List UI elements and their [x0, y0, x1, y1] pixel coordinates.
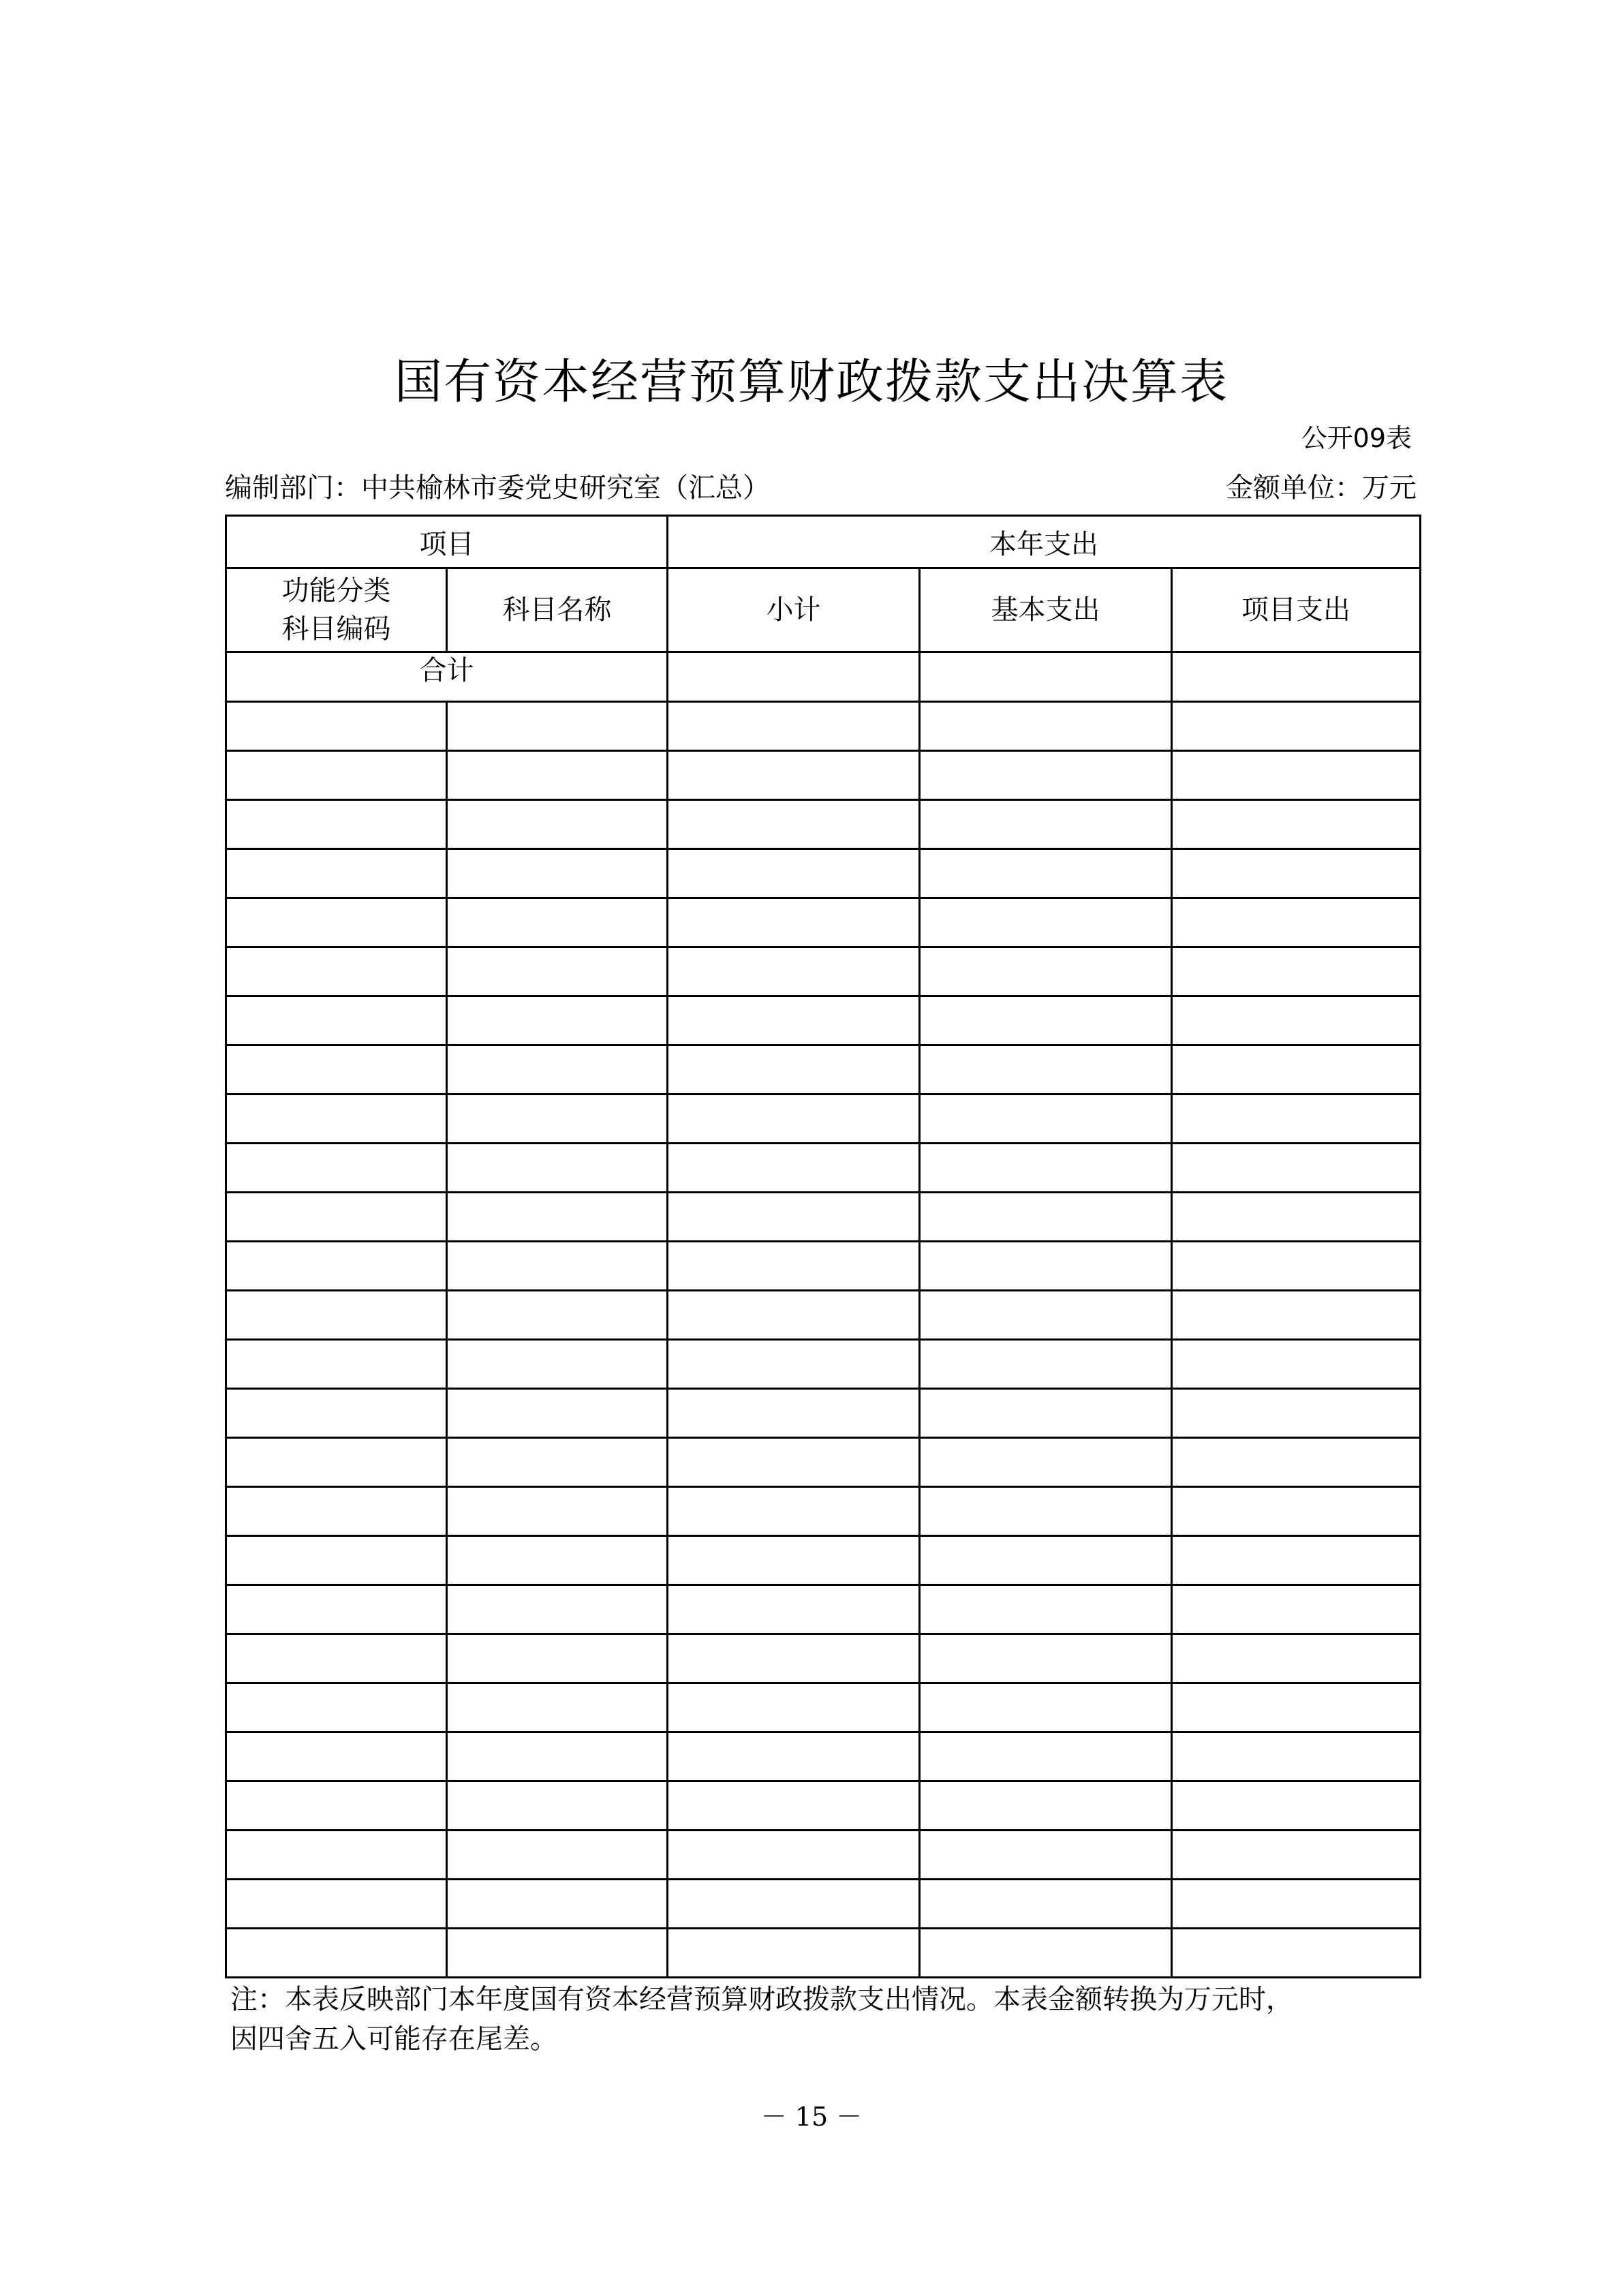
- table-cell: [1172, 1242, 1421, 1291]
- table-cell: [226, 1242, 447, 1291]
- table-cell: [447, 1585, 668, 1634]
- table-row: [226, 1683, 1421, 1732]
- unit-label: 金额单位：万元: [1226, 472, 1417, 504]
- table-cell: [1172, 1045, 1421, 1095]
- table-cell: [1172, 898, 1421, 947]
- table-row: [226, 1585, 1421, 1634]
- table-cell: [668, 996, 920, 1045]
- table-row: [226, 1438, 1421, 1487]
- total-project-cell: [1172, 652, 1421, 702]
- table-cell: [447, 898, 668, 947]
- table-cell: [447, 1831, 668, 1880]
- table-cell: [226, 1095, 447, 1144]
- table-row: [226, 800, 1421, 849]
- table-cell: [226, 1144, 447, 1193]
- table-cell: [226, 996, 447, 1045]
- table-cell: [920, 1929, 1172, 1978]
- table-row: [226, 1193, 1421, 1242]
- table-cell: [668, 1095, 920, 1144]
- table-row: [226, 947, 1421, 996]
- table-cell: [447, 996, 668, 1045]
- table-cell: [226, 1683, 447, 1732]
- table-cell: [226, 1536, 447, 1585]
- table-cell: [447, 1487, 668, 1536]
- table-cell: [920, 1340, 1172, 1389]
- header-function-code: [226, 568, 447, 652]
- table-cell: [1172, 1487, 1421, 1536]
- table-cell: [668, 1242, 920, 1291]
- header-function-code-line2: 科目编码: [281, 613, 391, 645]
- table-cell: [447, 849, 668, 898]
- table-cell: [1172, 1193, 1421, 1242]
- table-cell: [1172, 1438, 1421, 1487]
- table-cell: [447, 1144, 668, 1193]
- header-function-code-line1: 功能分类: [281, 575, 391, 607]
- table-row: [226, 1045, 1421, 1095]
- table-row: [226, 1144, 1421, 1193]
- header-basic-expenditure: 基本支出: [920, 568, 1172, 652]
- table-cell: [226, 1340, 447, 1389]
- page-number: － 15 －: [760, 2102, 863, 2132]
- total-row: [226, 652, 1421, 702]
- header-current-year: 本年支出: [668, 516, 1421, 568]
- table-row: [226, 898, 1421, 947]
- table-cell: [920, 1880, 1172, 1929]
- table-code: 公开09表: [1301, 423, 1412, 453]
- table-cell: [668, 1634, 920, 1683]
- table-cell: [447, 947, 668, 996]
- table-cell: [920, 1242, 1172, 1291]
- table-cell: [668, 1585, 920, 1634]
- table-cell: [1172, 1340, 1421, 1389]
- table-cell: [447, 1389, 668, 1438]
- table-cell: [668, 1781, 920, 1831]
- table-row: [226, 1781, 1421, 1831]
- table-cell: [920, 947, 1172, 996]
- table-cell: [226, 1045, 447, 1095]
- table-cell: [920, 702, 1172, 751]
- table-cell: [447, 751, 668, 800]
- table-cell: [668, 1389, 920, 1438]
- table-row: [226, 849, 1421, 898]
- table-cell: [668, 1438, 920, 1487]
- table-cell: [226, 1389, 447, 1438]
- table-cell: [668, 1291, 920, 1340]
- table-cell: [447, 1438, 668, 1487]
- table-cell: [920, 1487, 1172, 1536]
- table-cell: [447, 1193, 668, 1242]
- table-cell: [447, 1683, 668, 1732]
- table-cell: [1172, 996, 1421, 1045]
- table-cell: [1172, 1831, 1421, 1880]
- table-cell: [447, 1536, 668, 1585]
- header-subject-name: 科目名称: [447, 568, 668, 652]
- table-cell: [920, 1045, 1172, 1095]
- table-cell: [1172, 1781, 1421, 1831]
- table-cell: [1172, 1291, 1421, 1340]
- table-cell: [1172, 702, 1421, 751]
- table-cell: [668, 1487, 920, 1536]
- table-cell: [226, 1585, 447, 1634]
- table-cell: [447, 702, 668, 751]
- table-row: [226, 1291, 1421, 1340]
- table-row: [226, 1831, 1421, 1880]
- table-cell: [920, 1389, 1172, 1438]
- table-row: [226, 1732, 1421, 1781]
- table-cell: [1172, 1683, 1421, 1732]
- table-cell: [920, 1144, 1172, 1193]
- table-cell: [1172, 1929, 1421, 1978]
- table-cell: [668, 1045, 920, 1095]
- table-row: [226, 1340, 1421, 1389]
- table-cell: [226, 947, 447, 996]
- table-cell: [226, 1831, 447, 1880]
- page-title: 国有资本经营预算财政拨款支出决算表: [395, 354, 1228, 410]
- footnote-line-2: 因四舍五入可能存在尾差。: [230, 2023, 557, 2055]
- table-cell: [1172, 751, 1421, 800]
- total-basic-cell: [920, 652, 1172, 702]
- table-cell: [668, 751, 920, 800]
- table-cell: [920, 751, 1172, 800]
- header-project-expenditure: 项目支出: [1172, 568, 1421, 652]
- table-cell: [226, 1193, 447, 1242]
- table-row: [226, 1536, 1421, 1585]
- table-cell: [668, 849, 920, 898]
- table-cell: [920, 1095, 1172, 1144]
- table-cell: [920, 1536, 1172, 1585]
- expenditure-table: [225, 515, 1421, 1978]
- table-cell: [226, 849, 447, 898]
- table-cell: [668, 1683, 920, 1732]
- table-cell: [920, 1193, 1172, 1242]
- table-cell: [226, 800, 447, 849]
- table-cell: [447, 1095, 668, 1144]
- table-cell: [1172, 1144, 1421, 1193]
- total-subtotal-cell: [668, 652, 920, 702]
- table-row: [226, 1487, 1421, 1536]
- table-row: [226, 1634, 1421, 1683]
- table-cell: [920, 1634, 1172, 1683]
- table-cell: [226, 1634, 447, 1683]
- table-cell: [226, 1291, 447, 1340]
- table-cell: [668, 1340, 920, 1389]
- table-cell: [668, 1193, 920, 1242]
- table-cell: [447, 1045, 668, 1095]
- table-cell: [226, 1438, 447, 1487]
- table-cell: [668, 1880, 920, 1929]
- footnote: [230, 1980, 1429, 2059]
- table-cell: [226, 1880, 447, 1929]
- table-cell: [447, 1340, 668, 1389]
- table-cell: [447, 800, 668, 849]
- table-cell: [447, 1732, 668, 1781]
- table-cell: [1172, 947, 1421, 996]
- table-cell: [447, 1929, 668, 1978]
- table-cell: [226, 898, 447, 947]
- total-label: 合计: [226, 652, 668, 702]
- table-cell: [668, 898, 920, 947]
- table-cell: [226, 1929, 447, 1978]
- table-cell: [668, 800, 920, 849]
- table-row: [226, 1880, 1421, 1929]
- table-cell: [226, 1781, 447, 1831]
- table-row: [226, 1929, 1421, 1978]
- table-cell: [920, 800, 1172, 849]
- table-cell: [1172, 1585, 1421, 1634]
- header-item: 项目: [226, 516, 668, 568]
- table-cell: [1172, 800, 1421, 849]
- table-cell: [226, 751, 447, 800]
- table-cell: [668, 1831, 920, 1880]
- table-cell: [668, 1732, 920, 1781]
- table-row: [226, 1389, 1421, 1438]
- table-cell: [920, 1683, 1172, 1732]
- table-cell: [668, 1144, 920, 1193]
- table-row: [226, 996, 1421, 1045]
- table-row: [226, 1242, 1421, 1291]
- table-cell: [920, 898, 1172, 947]
- table-cell: [226, 1732, 447, 1781]
- table-row: [226, 702, 1421, 751]
- table-cell: [920, 849, 1172, 898]
- table-cell: [447, 1880, 668, 1929]
- table-row: [226, 1095, 1421, 1144]
- table-cell: [920, 1291, 1172, 1340]
- table-cell: [668, 702, 920, 751]
- table-cell: [1172, 1880, 1421, 1929]
- table-cell: [447, 1242, 668, 1291]
- department-label: 编制部门：中共榆林市委党史研究室（汇总）: [225, 472, 770, 504]
- header-subtotal: 小计: [668, 568, 920, 652]
- table-cell: [1172, 1389, 1421, 1438]
- header-row-2: [226, 568, 1421, 652]
- table-cell: [668, 1929, 920, 1978]
- table-cell: [920, 996, 1172, 1045]
- table-cell: [226, 1487, 447, 1536]
- table-cell: [920, 1585, 1172, 1634]
- header-row-1: [226, 516, 1421, 568]
- table-cell: [447, 1291, 668, 1340]
- table-cell: [226, 702, 447, 751]
- table-cell: [920, 1781, 1172, 1831]
- table-cell: [1172, 1536, 1421, 1585]
- table-row: [226, 751, 1421, 800]
- table-cell: [447, 1781, 668, 1831]
- table-cell: [920, 1732, 1172, 1781]
- footnote-line-1: 注：本表反映部门本年度国有资本经营预算财政拨款支出情况。本表金额转换为万元时，: [230, 1984, 1293, 2015]
- table-cell: [668, 1536, 920, 1585]
- table-cell: [447, 1634, 668, 1683]
- table-cell: [1172, 1732, 1421, 1781]
- table-cell: [920, 1438, 1172, 1487]
- table-cell: [1172, 849, 1421, 898]
- table-cell: [1172, 1095, 1421, 1144]
- table-cell: [1172, 1634, 1421, 1683]
- table-cell: [668, 947, 920, 996]
- table-cell: [920, 1831, 1172, 1880]
